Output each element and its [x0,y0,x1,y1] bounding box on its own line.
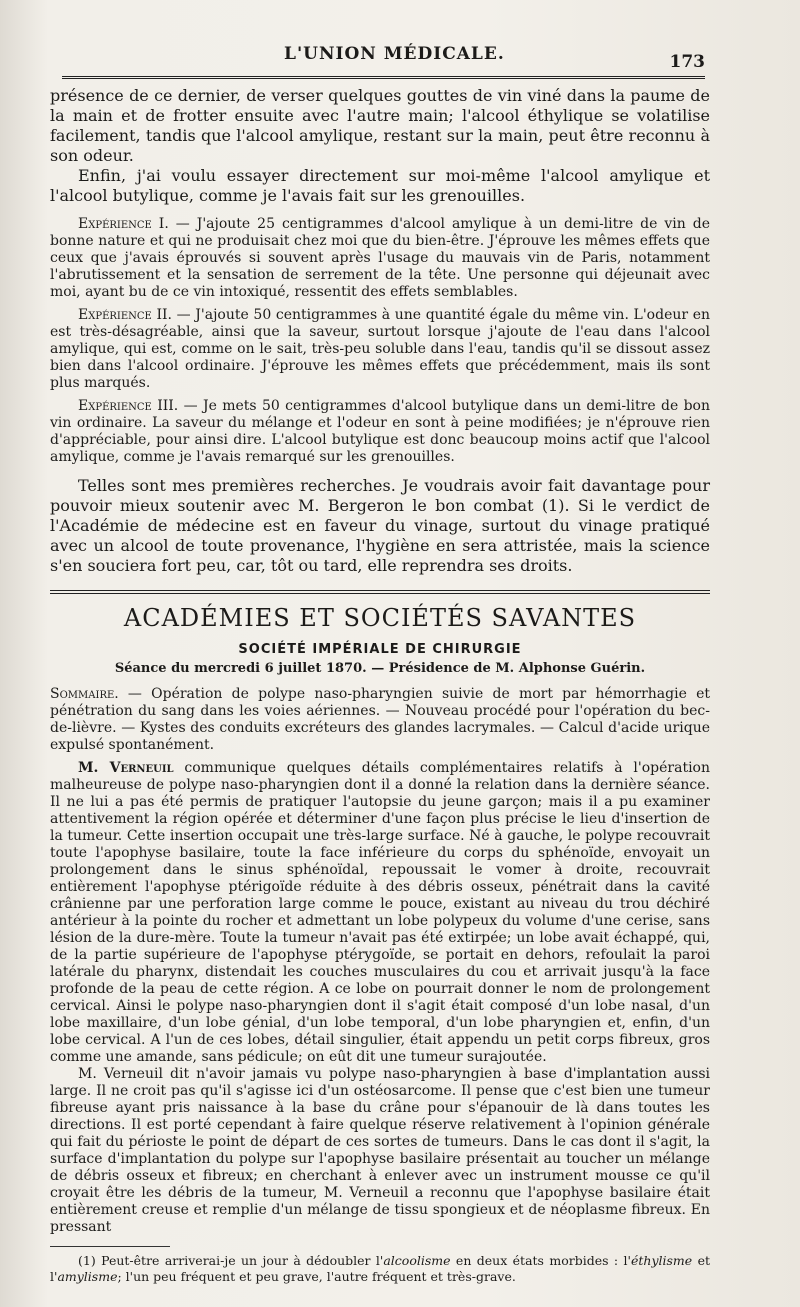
footnote-prefix: (1) Peut-être arriverai-je un jour à dédoubler l' [78,1253,384,1268]
page-number: 173 [669,52,705,72]
experience-1-label: Expérience I. [78,216,169,232]
footnote-mid-2: et l' [50,1253,710,1284]
experience-3-text: — Je mets 50 centigrammes d'alcool butylique dans un demi-litre de bon vin ordinaire. La saveur du mélange et l'odeur en sont à peine modifiées; je n'éprouve rien d'appréciable, pour ainsi dire. L'alcool butylique est donc beaucoup moins actif que l'alcool amylique, comme je l'avais remarqué sur les grenouilles. [50,398,710,465]
section-rule [50,590,710,594]
experience-3 [50,398,710,466]
experience-1-text: — J'ajoute 25 centigrammes d'alcool amylique à un demi-litre de vin de bonne nature et qui ne produisait chez moi que du bien-être. J'éprouve les mêmes effets que ceux que j'avais éprouvés si souvent après l'usage du mauvais vin de Paris, notamment l'abrutissement et la sensation de serrement de la tête. Une personne qui déjeunait avec moi, ayant bu de ce vin intoxiqué, ressentit des effets semblables. [50,216,710,300]
footnote-mid-1: en deux états morbides : l' [450,1253,631,1268]
experience-2-text: — J'ajoute 50 centigrammes à une quantité égale du même vin. L'odeur en est très-désagréable, ainsi que la saveur, surtout lorsque j'ajoute de l'eau dans l'alcool amylique, qui est, comme on le sait, très-peu soluble dans l'eau, tandis qu'il se dissout assez bien dans l'alcool ordinaire. J'éprouve les mêmes effets que précédemment, mais ils sont plus marqués. [50,307,710,391]
session-line: Séance du mercredi 6 juillet 1870. — Présidence de M. Alphonse Guérin. [114,661,646,676]
footnote-term-amylisme: amylisme [57,1269,118,1284]
sommaire-label: Sommaire. [50,686,119,702]
footnote-suffix: ; l'un peu fréquent et peu grave, l'autre fréquent et très-grave. [117,1269,516,1284]
running-title: L'UNION MÉDICALE. [284,44,505,64]
paragraph-presence: présence de ce dernier, de verser quelques gouttes de vin viné dans la paume de la main et de frotter ensuite avec l'autre main; l'alcool éthylique se volatilise facilement, tandis que l'alcool amylique, restant sur la main, peut être reconnu à son odeur. [50,86,710,165]
footnote-rule [50,1246,170,1247]
article-body [50,86,710,1285]
header-rule [62,76,705,79]
section-title: ACADÉMIES ET SOCIÉTÉS SAVANTES [123,604,637,632]
footnote-term-alcoolisme: alcoolisme [383,1253,451,1268]
verneuil-text-1: communique quelques détails complémentaires relatifs à l'opération malheureuse de polype naso-pharyngien dont il a donné la relation dans la dernière séance. Il ne lui a pas été permis de pratiquer l'autopsie du jeune garçon; mais il a pu examiner attentivement la région opérée et déterminer d'une façon plus précise le lieu d'insertion de la tumeur. Cette insertion occupait une très-large surface. Né à gauche, le polype recouvrait toute l'apophyse basilaire, toute la face inférieure du corps du sphénoïde, envoyait un prolongement dans le sinus sphénoïdal, repoussait le vomer à droite, recouvrait entièrement l'apophyse ptérigoïde réduite à des débris osseux, pénétrait dans la cavité crânienne par une perforation large comme le pouce, existant au niveau du trou déchiré antérieur à la pointe du rocher et admettant un lobe polypeux du volume d'une cerise, sans lésion de la dure-mère. Toute la tumeur n'avait pas été extirpée; un lobe avait échappé, qui, de la partie supérieure de l'apophyse ptérygoïde, se portait en dehors, refoulait la paroi latérale du pharynx, distendait les couches musculaires du cou et arrivait jusqu'à la face profonde de la peau de cette région. A ce lobe on pourrait donner le nom de prolongement cervical. Ainsi le polype naso-pharyngien dont il s'agit était composé d'un lobe nasal, d'un lobe maxillaire, d'un lobe génial, d'un lobe temporal, d'un lobe pharyngien et, enfin, d'un lobe cervical. A l'un de ces lobes, détail singulier, était appendu un petit corps fibreux, gros comme une amande, sans pédicule; on eût dit une tumeur surajoutée. [50,760,711,1065]
paragraph-enfin: Enfin, j'ai voulu essayer directement sur moi-même l'alcool amylique et l'alcool butylique, comme je l'avais fait sur les grenouilles. [50,166,710,205]
society-title: SOCIÉTÉ IMPÉRIALE DE CHIRURGIE [238,642,522,657]
experience-2 [50,307,710,392]
footnote [50,1253,710,1285]
sommaire [50,686,710,754]
verneuil-paragraph-1 [50,760,710,1066]
paragraph-conclusion: Telles sont mes premières recherches. Je voudrais avoir fait davantage pour pouvoir mieux soutenir avec M. Bergeron le bon combat (1). Si le verdict de l'Académie de médecine est en faveur du vinage, surtout du vinage pratiqué avec un alcool de toute provenance, l'hygiène en sera attristée, mais la science s'en souciera fort peu, car, tôt ou tard, elle reprendra ses droits. [50,476,710,575]
experience-2-label: Expérience II. [78,307,172,323]
verneuil-paragraph-2: M. Verneuil dit n'avoir jamais vu polype naso-pharyngien à base d'implantation aussi large. Il ne croit pas qu'il s'agisse ici d'un ostéosarcome. Il pense que c'est bien une tumeur fibreuse ayant pris naissance à la base du crâne pour s'épanouir de là dans toutes les directions. Il est porté cependant à faire quelque réserve relativement à l'opinion générale qui fait du périoste le point de départ de ces sortes de tumeurs. Dans le cas dont il s'agit, la surface d'implantation du polype sur l'apophyse basilaire présentait au toucher un mélange de débris osseux et fibreux; en cherchant à enlever avec un instrument mousse ce qu'il croyait être les débris de la tumeur, M. Verneuil a reconnu que l'apophyse basilaire était entièrement creuse et remplie d'un mélange de tissu spongieux et de néoplasme fibreux. En pressant [50,1066,710,1235]
sommaire-text: — Opération de polype naso-pharyngien suivie de mort par hémorrhagie et pénétration du sang dans les voies aériennes. — Nouveau procédé pour l'opération du bec-de-lièvre. — Kystes des conduits excréteurs des glandes lacrymales. — Calcul d'acide urique expulsé spontanément. [50,686,710,753]
verneuil-label: M. Verneuil [78,760,174,776]
experience-1 [50,216,710,301]
footnote-term-ethylisme: éthylisme [630,1253,693,1268]
experience-3-label: Expérience III. [78,398,179,414]
page-header [0,44,800,76]
